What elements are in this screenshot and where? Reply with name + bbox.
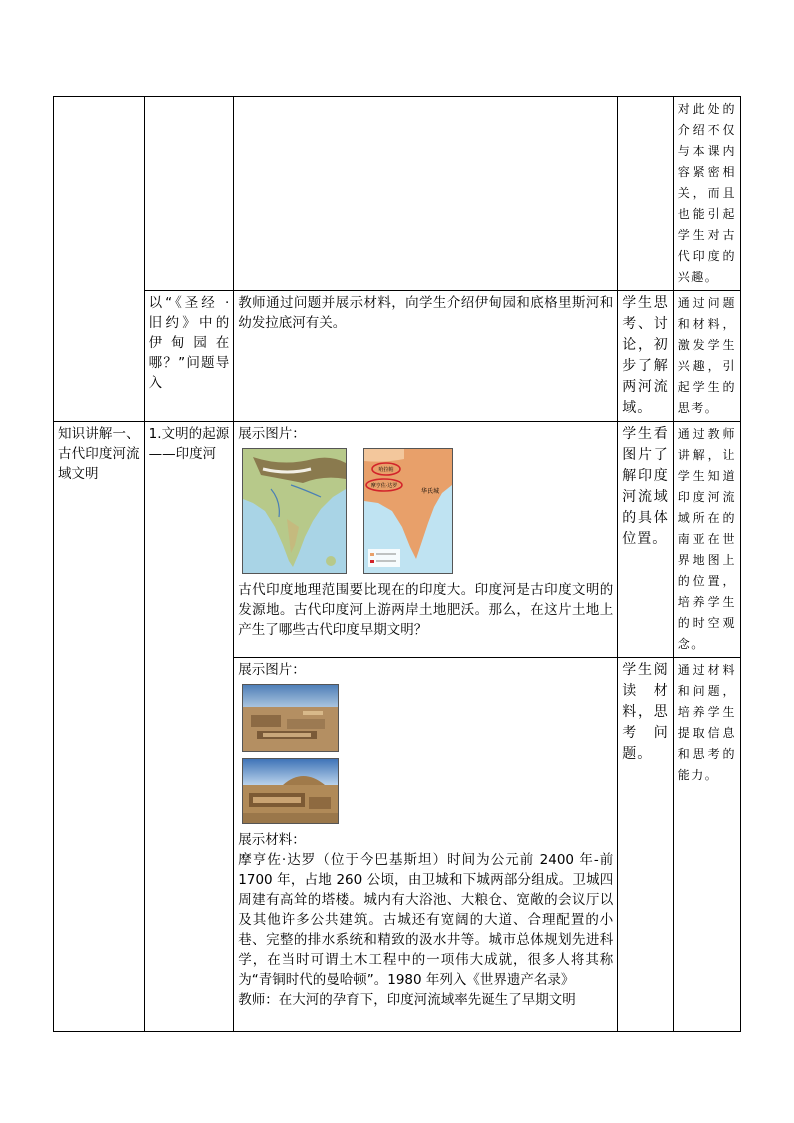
student-cell [618,97,673,291]
teacher-cell [234,658,618,1032]
region-label: 华氏城 [421,488,440,495]
section-cell [54,97,145,422]
lesson-plan-table [53,96,741,1032]
student-cell [618,658,673,1032]
topic-cell [144,291,234,422]
purpose-text: 对此处的介绍不仅与本课内容紧密相关，而且也能引起学生对古代印度的兴趣。 [677,102,736,284]
teacher-heading: 展示图片： [238,662,306,678]
purpose-cell [673,422,740,658]
student-cell [618,291,673,422]
purpose-text: 通过教师讲解，让学生知道印度河流域所在的南亚在世界地图上的位置，培养学生的时空观念。 [677,427,736,651]
topic-cell [144,422,234,1032]
material-text: 摩亨佐·达罗（位于今巴基斯坦）时间为公元前 2400 年-前 1700 年，占地 260 公顷，由卫城和下城两部分组成。卫城四周建有高耸的塔楼。城内有大浴池、大粮仓、宽敞的会议厅以及其他许多公共建筑。古城还有宽阔的大道、合理配置的小巷、完整的排水系统和精致的汲水井等。城市总体规划先进科学，在当时可谓土木工程中的一项伟大成就，很多人将其称为“青铜时代的曼哈顿”。1980 年列入《世界遗产名录》 [238,852,614,988]
purpose-text: 通过问题和材料，激发学生兴趣，引起学生的思考。 [677,296,736,415]
purpose-cell [673,97,740,291]
topic-text: 1.文明的起源——印度河 [148,426,230,462]
material-heading: 展示材料： [238,832,306,848]
teacher-text: 教师通过问题并展示材料，向学生介绍伊甸园和底格里斯河和幼发拉底河有关。 [238,295,614,331]
student-text: 学生看图片了解印度河流域的具体位置。 [622,426,669,547]
teacher-cell [234,422,618,658]
student-cell [618,422,673,658]
teacher-cell [234,97,618,291]
table-row [54,422,741,658]
topic-text: 以“《圣经 · 旧约》中的伊甸园在哪？”问题导入 [148,295,230,391]
section-text: 知识讲解一、古代印度河流域文明 [58,426,140,482]
topic-cell [144,97,234,291]
student-text: 学生思考、讨论，初步了解两河流域。 [622,295,669,416]
teacher-text: 古代印度地理范围要比现在的印度大。印度河是古印度文明的发源地。古代印度河上游两岸土地肥沃。那么，在这片土地上产生了哪些古代印度早期文明？ [238,582,614,638]
section-cell [54,422,145,1032]
teacher-line: 教师：在大河的孕育下，印度河流域率先诞生了早期文明 [238,992,576,1008]
purpose-text: 通过材料和问题，培养学生提取信息和思考的能力。 [677,663,736,782]
teacher-heading: 展示图片： [238,426,306,442]
student-text: 学生阅读材料，思考问题。 [622,662,669,762]
purpose-cell [673,291,740,422]
table-row [54,97,741,291]
teacher-cell [234,291,618,422]
mohenjo-daro-ruins-photo [242,684,339,752]
mohenjo-daro-label: 摩亨佐·达罗 [370,483,398,489]
mohenjo-daro-stupa-photo [242,758,339,824]
table-row [54,291,741,422]
south-asia-topographic-map [242,448,347,574]
harappa-label: 哈拉帕 [378,467,394,473]
ancient-india-civilization-map [363,448,453,574]
purpose-cell [673,658,740,1032]
